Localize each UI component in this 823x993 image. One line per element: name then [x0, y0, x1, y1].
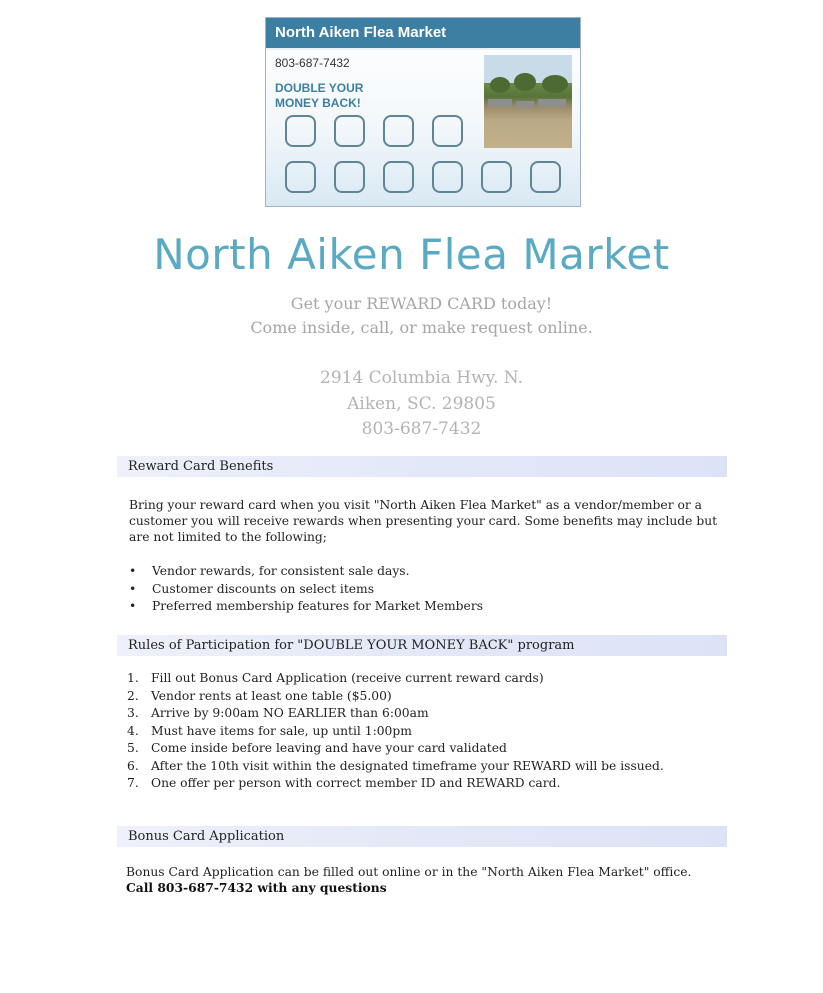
card-offer: DOUBLE YOUR MONEY BACK! [275, 81, 364, 110]
stamp-box [334, 115, 365, 147]
address-city: Aiken, SC. 29805 [347, 394, 496, 414]
rule-text: Arrive by 9:00am NO EARLIER than 6:00am [151, 706, 429, 720]
benefits-list [129, 563, 483, 616]
page-title: North Aiken Flea Market [153, 230, 670, 279]
stamp-box [481, 161, 512, 193]
list-item: 3. Arrive by 9:00am NO EARLIER than 6:00am [127, 706, 429, 720]
list-item: 2. Vendor rents at least one table ($5.00) [127, 688, 392, 703]
list-item: 6. After the 10th visit within the designated timeframe your REWARD will be issued. [127, 758, 664, 773]
stamp-box [432, 161, 463, 193]
market-photo [484, 55, 572, 148]
rules-list [127, 670, 664, 793]
section-benefits-heading: Reward Card Benefits [117, 456, 727, 477]
stamp-box [285, 161, 316, 193]
address-street: 2914 Columbia Hwy. N. [320, 368, 523, 388]
section-bonus-heading: Bonus Card Application [117, 826, 727, 847]
card-title: North Aiken Flea Market [266, 18, 580, 50]
tagline-2: Come inside, call, or make request online. [250, 318, 593, 337]
rule-text: Fill out Bonus Card Application (receive current reward cards) [151, 671, 544, 685]
rule-text: Must have items for sale, up until 1:00pm [151, 723, 412, 738]
list-item: • Vendor rewards, for consistent sale days. [129, 563, 483, 581]
bonus-call: Call 803-687-7432 with any questions [126, 880, 387, 895]
rule-text: Come inside before leaving and have your card validated [151, 741, 507, 755]
list-item: 7. One offer per person with correct member ID and REWARD card. [127, 776, 561, 790]
card-phone: 803-687-7432 [275, 56, 350, 70]
stamp-box [432, 115, 463, 147]
list-item: • Preferred membership features for Market Members [129, 598, 483, 616]
rule-text: After the 10th visit within the designated timeframe your REWARD will be issued. [151, 758, 664, 773]
list-item: 5. Come inside before leaving and have your card validated [127, 741, 507, 755]
tagline: Get your REWARD CARD today! [290, 294, 553, 313]
benefits-intro: Bring your reward card when you visit "North Aiken Flea Market" as a vendor/member or a customer you will receive rewards when presenting your card. Some benefits may include but are not limited to the following; [129, 498, 718, 544]
stamp-box [285, 115, 316, 147]
stamp-box [530, 161, 561, 193]
list-item: 4. Must have items for sale, up until 1:00pm [127, 723, 412, 738]
section-rules-heading: Rules of Participation for "DOUBLE YOUR MONEY BACK" program [117, 635, 727, 656]
stamp-box [334, 161, 365, 193]
stamp-box [383, 161, 414, 193]
list-item: 1. Fill out Bonus Card Application (receive current reward cards) [127, 671, 544, 685]
stamp-box [383, 115, 414, 147]
list-item: • Customer discounts on select items [129, 581, 483, 599]
reward-card [265, 17, 581, 207]
rule-text: Vendor rents at least one table ($5.00) [151, 688, 392, 703]
address-phone: 803-687-7432 [361, 419, 482, 439]
bonus-text: Bonus Card Application can be filled out online or in the "North Aiken Flea Market" office. [126, 865, 692, 879]
rule-text: One offer per person with correct member ID and REWARD card. [151, 776, 561, 790]
